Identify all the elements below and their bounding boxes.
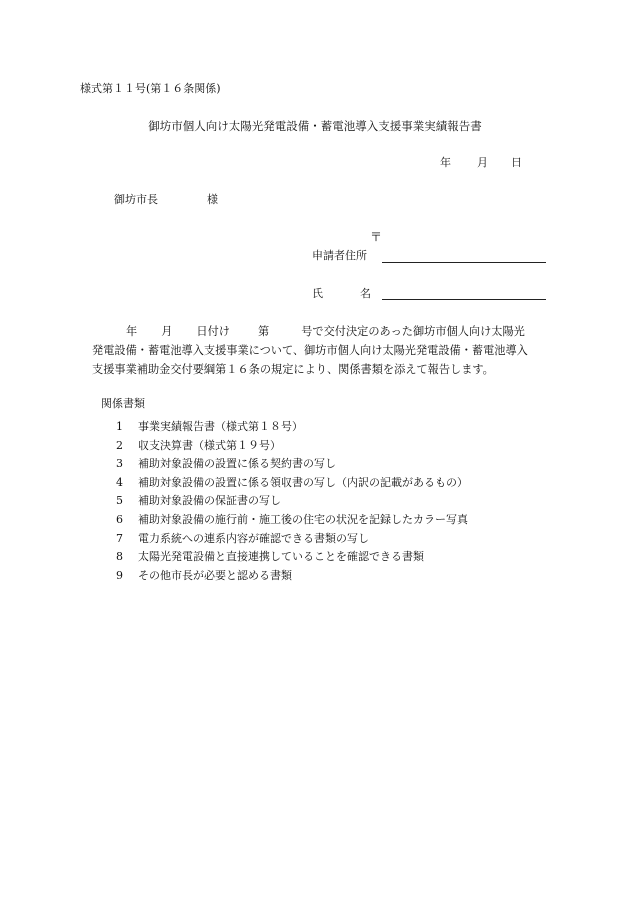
date-year-label: 年 — [440, 156, 451, 169]
list-item-number: 8 — [116, 550, 123, 564]
form-number: 様式第１１号(第１６条関係) — [80, 82, 221, 95]
applicant-address-label: 申請者住所 — [312, 249, 367, 262]
list-item-text: 補助対象設備の施行前・施工後の住宅の状況を記録したカラー写真 — [138, 512, 468, 526]
list-item — [116, 492, 468, 511]
postal-mark: 〒 — [370, 230, 383, 244]
date-month-label: 月 — [477, 156, 488, 169]
document-title: 御坊市個人向け太陽光発電設備・蓄電池導入支援事業実績報告書 — [148, 119, 482, 133]
list-item — [116, 511, 468, 530]
list-item-number: 3 — [116, 457, 123, 471]
list-item-number: 1 — [116, 420, 123, 433]
report-body — [92, 322, 562, 379]
body-date-suffix: 日付け — [196, 325, 230, 338]
list-item-number: 4 — [116, 475, 123, 489]
list-item-number: 6 — [116, 512, 123, 526]
list-item-text: 収支決算書（様式第１９号） — [138, 438, 281, 452]
addressee-name: 御坊市長 — [114, 193, 158, 206]
list-item-number: 5 — [116, 494, 123, 508]
body-number-prefix: 第 — [257, 325, 270, 338]
applicant-address-field[interactable] — [382, 262, 546, 263]
related-documents-list — [116, 418, 468, 585]
applicant-name-label-first: 氏 — [312, 287, 323, 300]
applicant-name-field[interactable] — [382, 299, 546, 300]
body-month-label: 月 — [161, 325, 173, 338]
body-line-3: 支援事業補助金交付要綱第１６条の規定により、関係書類を添えて報告します。 — [92, 363, 494, 376]
list-item — [116, 530, 468, 549]
date-day-label: 日 — [511, 156, 522, 169]
list-item-number: 7 — [116, 531, 123, 545]
addressee-honorific: 様 — [207, 193, 218, 206]
list-item — [116, 474, 468, 493]
list-item-text: 補助対象設備の設置に係る契約書の写し — [138, 457, 336, 471]
applicant-name-label-second: 名 — [360, 287, 371, 300]
body-line-2: 発電設備・蓄電池導入支援事業について、御坊市個人向け太陽光発電設備・蓄電池導入 — [92, 344, 528, 357]
list-item-text: その他市長が必要と認める書類 — [138, 568, 292, 582]
body-year-label: 年 — [126, 325, 138, 338]
list-item-number: 2 — [116, 438, 123, 452]
list-item — [116, 567, 468, 586]
list-item-number: 9 — [116, 568, 123, 582]
list-item — [116, 548, 468, 567]
list-item — [116, 455, 468, 474]
list-item-text: 太陽光発電設備と直接連携していることを確認できる書類 — [138, 550, 424, 564]
list-item-text: 電力系統への連系内容が確認できる書類の写し — [138, 531, 369, 545]
list-item — [116, 418, 468, 437]
related-documents-heading: 関係書類 — [101, 397, 145, 410]
body-line-1-rest: 号で交付決定のあった御坊市個人向け太陽光 — [301, 325, 525, 338]
body-line-1 — [92, 322, 562, 341]
list-item-text: 補助対象設備の保証書の写し — [138, 494, 281, 508]
list-item-text: 補助対象設備の設置に係る領収書の写し（内訳の記載があるもの） — [138, 475, 468, 489]
list-item — [116, 437, 468, 456]
list-item-text: 事業実績報告書（様式第１８号） — [138, 420, 303, 433]
